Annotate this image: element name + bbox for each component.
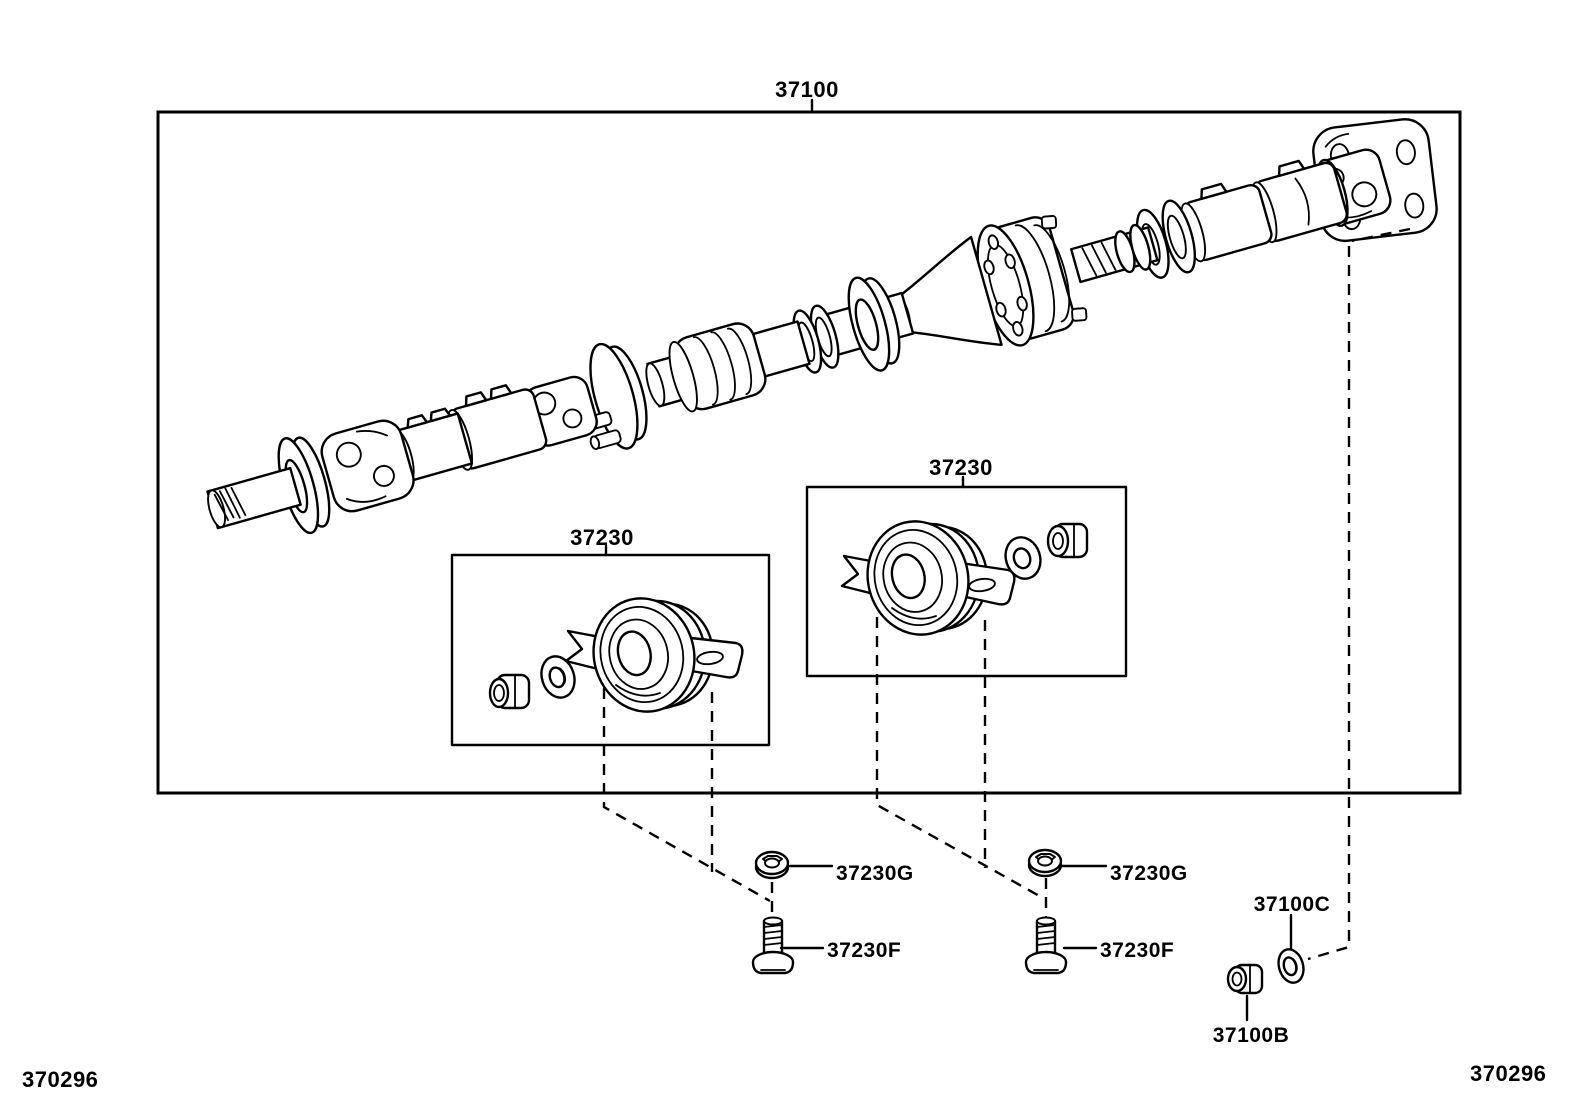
label-propeller-shaft-assy: 37100	[775, 77, 839, 102]
label-nut: 37100B	[1212, 1024, 1290, 1047]
spline-tip	[205, 468, 301, 529]
label-center-bearing-right: 37230	[929, 455, 993, 480]
center-bearing-left-drawing	[490, 588, 742, 723]
inset-left-nut	[490, 675, 529, 708]
tube-b	[639, 307, 814, 422]
label-lock-washer: 37100C	[1253, 893, 1331, 916]
rear-spline-stub	[1070, 222, 1160, 288]
label-washer-right: 37230G	[1110, 862, 1188, 885]
nut-drawing	[1228, 965, 1262, 993]
drawing-code-bottom-left: 370296	[22, 1067, 99, 1092]
inset-right-bearing	[842, 511, 1014, 646]
bolt-left-drawing	[753, 918, 793, 974]
label-center-bearing-left: 37230	[570, 525, 634, 550]
lock-washer-drawing	[1275, 946, 1307, 985]
propeller-shaft-drawing	[192, 99, 1457, 573]
label-bolt-left: 37230F	[827, 939, 902, 962]
center-bearing-right-drawing	[842, 511, 1087, 646]
label-bolt-right: 37230F	[1100, 939, 1175, 962]
bolt-right-drawing	[1026, 918, 1066, 974]
drawing-code-bottom-right: 370296	[1470, 1061, 1547, 1086]
label-washer-left: 37230G	[836, 862, 914, 885]
washer-left-drawing	[756, 852, 788, 878]
inset-left-bearing	[566, 588, 742, 723]
washer-right-drawing	[1029, 850, 1061, 876]
inset-right-nut	[1048, 524, 1087, 557]
